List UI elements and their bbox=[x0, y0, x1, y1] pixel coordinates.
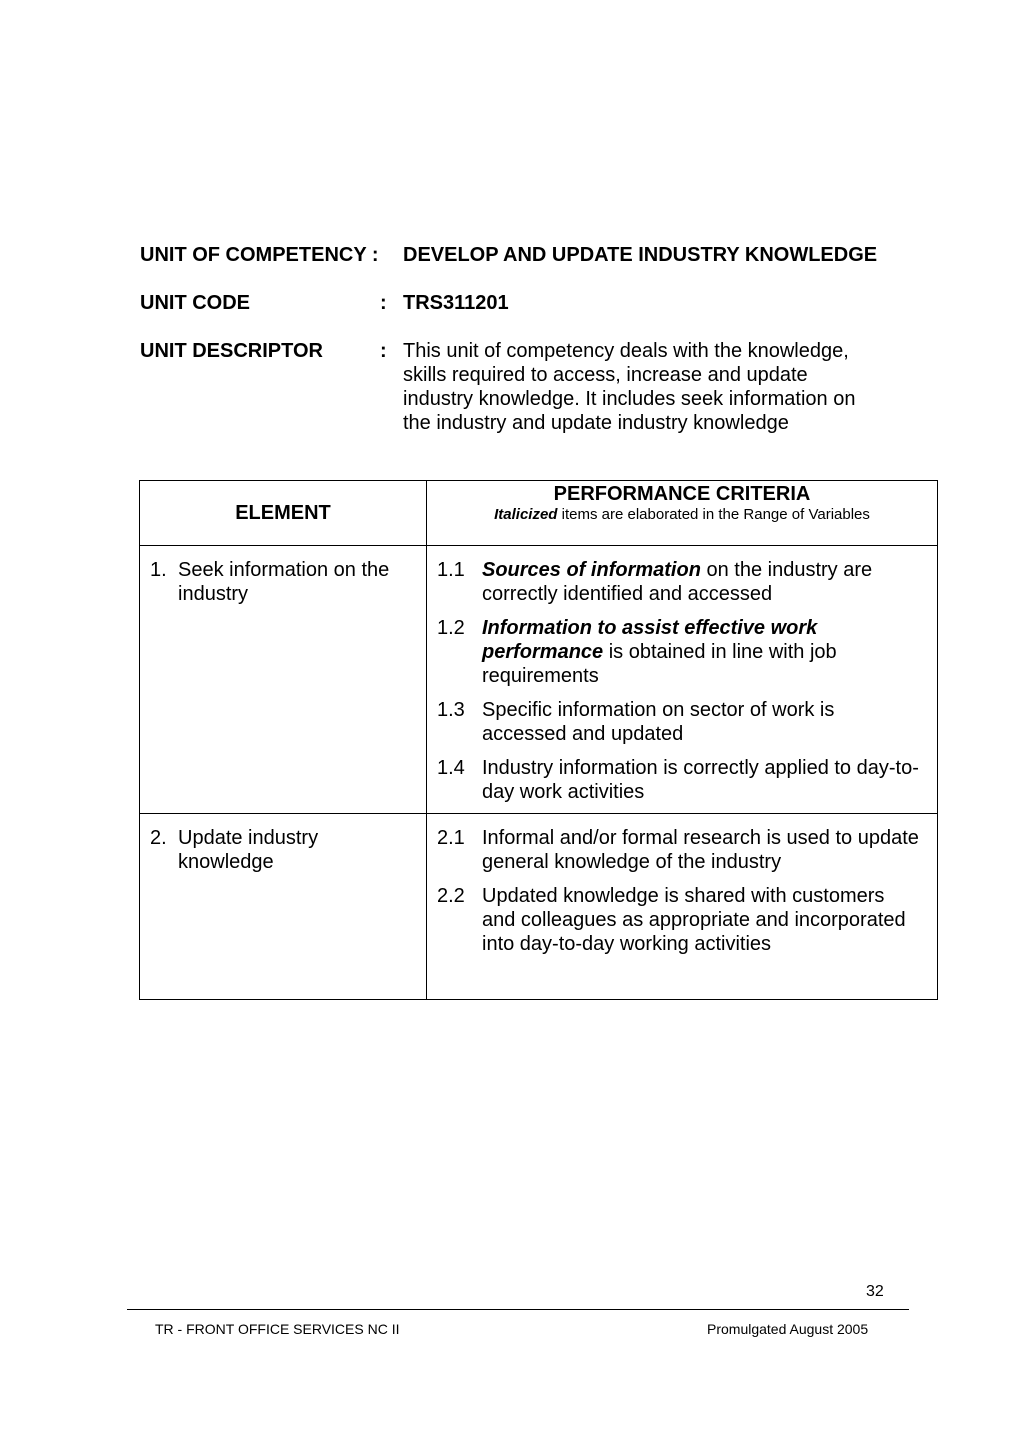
criteria-item bbox=[437, 616, 919, 688]
criteria-item bbox=[437, 826, 919, 874]
criteria-number: 2.1 bbox=[437, 827, 465, 849]
unit-code-label: UNIT CODE bbox=[140, 292, 250, 314]
criteria-number: 1.1 bbox=[437, 559, 465, 581]
unit-of-competency-label: UNIT OF COMPETENCY : bbox=[140, 244, 379, 266]
competency-table bbox=[139, 480, 938, 1000]
note-rest: items are elaborated in the Range of Variables bbox=[561, 506, 870, 523]
unit-descriptor-label: UNIT DESCRIPTOR bbox=[140, 340, 323, 362]
table-row bbox=[140, 546, 938, 814]
criteria-text: Updated knowledge is shared with customers and colleagues as appropriate and incorporated into day-to-day working activities bbox=[482, 885, 906, 955]
criteria-number: 1.2 bbox=[437, 617, 465, 639]
italicized-note-word: Italicized bbox=[494, 506, 558, 523]
element-text: Update industry knowledge bbox=[178, 827, 319, 873]
criteria-number: 1.4 bbox=[437, 757, 465, 779]
element-cell bbox=[140, 814, 427, 1000]
element-text: Seek information on the industry bbox=[178, 559, 390, 605]
unit-code-colon: : bbox=[380, 292, 387, 314]
criteria-text: on the industry are correctly identified and accessed bbox=[482, 559, 873, 605]
performance-criteria-note bbox=[427, 505, 937, 525]
footer-date: Promulgated August 2005 bbox=[707, 1321, 869, 1337]
unit-descriptor-colon: : bbox=[380, 340, 387, 362]
element-cell bbox=[140, 546, 427, 814]
table-row bbox=[140, 814, 938, 1000]
criteria-item bbox=[437, 756, 919, 804]
criteria-cell bbox=[427, 546, 938, 814]
unit-of-competency-value: DEVELOP AND UPDATE INDUSTRY KNOWLEDGE bbox=[403, 244, 878, 266]
criteria-item bbox=[437, 884, 919, 956]
element-number: 1. bbox=[150, 559, 167, 581]
criteria-text: Industry information is correctly applied to day-to-day work activities bbox=[482, 757, 919, 803]
criteria-number: 1.3 bbox=[437, 699, 465, 721]
criteria-text: is obtained in line with job requirements bbox=[482, 641, 837, 687]
unit-descriptor-value: This unit of competency deals with the knowledge, skills required to access, increase and update industry knowledge. It includes seek information on the industry and update industry knowledge bbox=[403, 340, 856, 434]
footer-divider bbox=[127, 1309, 909, 1310]
performance-criteria-title: PERFORMANCE CRITERIA bbox=[553, 483, 811, 505]
performance-criteria-header bbox=[427, 481, 938, 546]
page-number: 32 bbox=[866, 1283, 884, 1300]
criteria-cell bbox=[427, 814, 938, 1000]
table-header-row bbox=[140, 481, 938, 546]
element-number: 2. bbox=[150, 827, 167, 849]
criteria-item bbox=[437, 698, 919, 746]
unit-code-value: TRS311201 bbox=[403, 292, 509, 314]
element-header: ELEMENT bbox=[140, 481, 427, 546]
criteria-text: Informal and/or formal research is used to update general knowledge of the industry bbox=[482, 827, 919, 873]
criteria-emphasis: Information to assist effective work performance bbox=[482, 617, 818, 663]
criteria-emphasis: Sources of information bbox=[482, 559, 701, 581]
footer-title: TR - FRONT OFFICE SERVICES NC II bbox=[155, 1321, 400, 1337]
criteria-number: 2.2 bbox=[437, 885, 465, 907]
criteria-text: Specific information on sector of work is accessed and updated bbox=[482, 699, 835, 745]
criteria-item bbox=[437, 558, 919, 606]
